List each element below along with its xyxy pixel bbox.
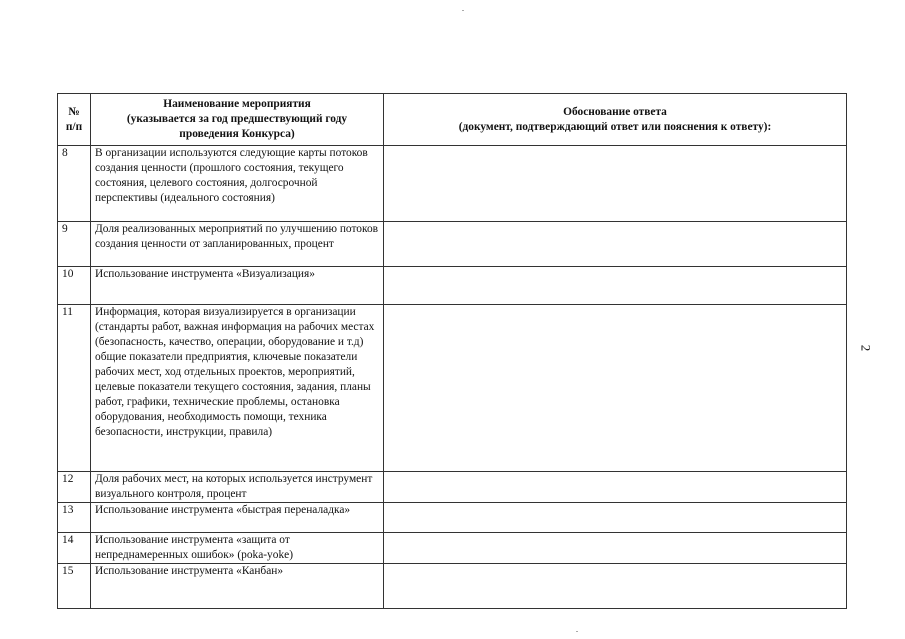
row-answer-basis[interactable] [384,305,847,472]
row-answer-basis[interactable] [384,564,847,609]
row-number: 15 [58,564,91,609]
row-measure-name: Использование инструмента «защита от непреднамеренных ошибок» (poka-yoke) [91,533,384,564]
row-answer-basis[interactable] [384,533,847,564]
row-number: 11 [58,305,91,472]
row-answer-basis[interactable] [384,503,847,533]
scan-speck [462,10,464,11]
row-measure-name: Использование инструмента «Канбан» [91,564,384,609]
row-number: 13 [58,503,91,533]
header-name: Наименование мероприятия (указывается за год предшествующий году проведения Конкурса) [91,94,384,146]
row-answer-basis[interactable] [384,146,847,222]
row-measure-name: Использование инструмента «Визуализация» [91,267,384,305]
row-number: 9 [58,222,91,267]
row-answer-basis[interactable] [384,472,847,503]
table-row [58,146,847,222]
table-header-row [58,94,847,146]
row-number: 14 [58,533,91,564]
row-measure-name: Информация, которая визуализируется в организации (стандарты работ, важная информация на рабочих местах (безопасность, качество, операции, оборудование и т.д) общие показатели предприятия, ключевые показатели рабочих мест, ход отдельных проектов, мероприятий, целевые показатели текущего состояния, задания, планы работ, графики, технические проблемы, остановка оборудования, необходимость помощи, техника безопасности, инструкции, правила) [91,305,384,472]
row-number: 12 [58,472,91,503]
evaluation-table [57,93,847,609]
table-row [58,472,847,503]
row-number: 8 [58,146,91,222]
page-number: 2 [858,344,874,352]
row-answer-basis[interactable] [384,267,847,305]
table-row [58,503,847,533]
table-row [58,533,847,564]
row-measure-name: Использование инструмента «быстрая переналадка» [91,503,384,533]
row-measure-name: Доля реализованных мероприятий по улучшению потоков создания ценности от запланированных, процент [91,222,384,267]
table-row [58,267,847,305]
row-measure-name: Доля рабочих мест, на которых используется инструмент визуального контроля, процент [91,472,384,503]
table-row [58,222,847,267]
table-row [58,564,847,609]
scan-speck [576,631,578,632]
row-number: 10 [58,267,91,305]
header-basis: Обоснование ответа (документ, подтверждающий ответ или пояснения к ответу): [384,94,847,146]
row-measure-name: В организации используются следующие карты потоков создания ценности (прошлого состояния, текущего состояния, целевого состояния, долгосрочной перспективы (идеального состояния) [91,146,384,222]
row-answer-basis[interactable] [384,222,847,267]
header-num: № п/п [58,94,91,146]
table-row [58,305,847,472]
